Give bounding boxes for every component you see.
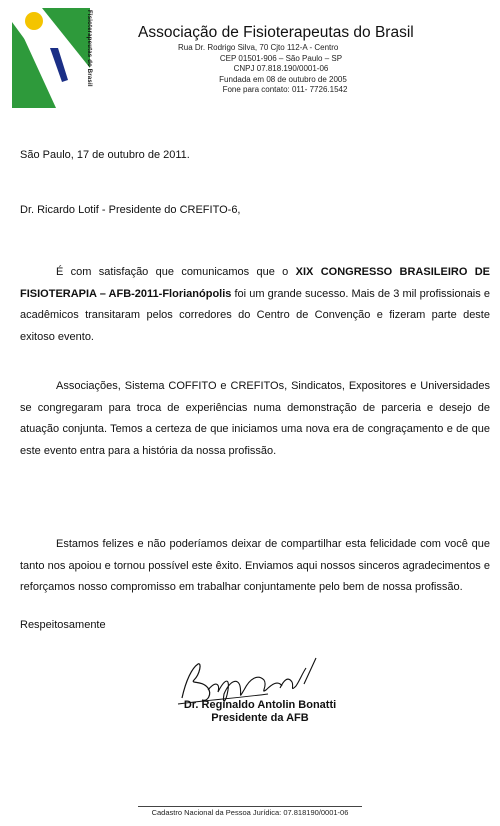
address-line: Rua Dr. Rodrigo Silva, 70 Cjto 112-A - Centro [178, 43, 339, 52]
footer-divider [138, 806, 362, 807]
p1-text-before: É com satisfação que comunicamos que o [56, 266, 296, 278]
logo-text: afB [50, 81, 80, 100]
yellow-ball-icon [25, 12, 43, 30]
p3-text: Estamos felizes e não poderíamos deixar de compartilhar esta felicidade com você que tanto nos apoiou e tornou possível este êxito. Enviamos aqui nossos sinceros agradecimentos e reforçamos nosso compromisso em trabalhar conjuntamente pelo bem de nossa profissão. [20, 538, 490, 593]
paragraph-3 [20, 534, 490, 599]
signer-name: Dr. Reginaldo Antolin Bonatti [183, 699, 337, 711]
signer-title: Presidente da AFB [211, 712, 309, 724]
afb-logo [12, 8, 90, 112]
letter-recipient: Dr. Ricardo Lotif - Presidente do CREFITO-6, [20, 204, 241, 216]
paragraph-1 [20, 262, 490, 348]
address-line: CNPJ 07.818.190/0001-06 [233, 64, 329, 73]
letter-date: São Paulo, 17 de outubro de 2011. [20, 149, 190, 161]
logo-side-text: Fisioterapeutas do Brasil [86, 10, 92, 87]
closing: Respeitosamente [20, 619, 106, 631]
p1-congress-name: XIX CONGRESSO BRASILEIRO DE FISIOTERAPIA – AFB-2011-Florianópolis [20, 266, 490, 300]
footer-cnpj: Cadastro Nacional da Pessoa Jurídica: 07.818190/0001-06 [151, 808, 349, 817]
p1-text-after: foi um grande sucesso. Mais de 3 mil profissionais e acadêmicos transitaram pelos corredores do Centro de Convenção e fizeram parte deste exitoso evento. [20, 287, 490, 343]
address-line: Fone para contato: 011- 7726.1542 [222, 85, 348, 94]
paragraph-2 [20, 376, 490, 462]
address-line: Fundada em 08 de outubro de 2005 [219, 74, 347, 84]
address-line: CEP 01501-906 – São Paulo – SP [219, 53, 343, 63]
p2-text: Associações, Sistema COFFITO e CREFITOs, Sindicatos, Expositores e Universidades se congregaram para troca de experiências numa demonstração de parceria e desejo de atuação conjunta. Temos a certeza de que iniciamos uma nova era de congraçamento e de que este evento entra para a história da nossa profissão. [20, 380, 490, 457]
org-name: Associação de Fisioterapeutas do Brasil [138, 24, 414, 41]
